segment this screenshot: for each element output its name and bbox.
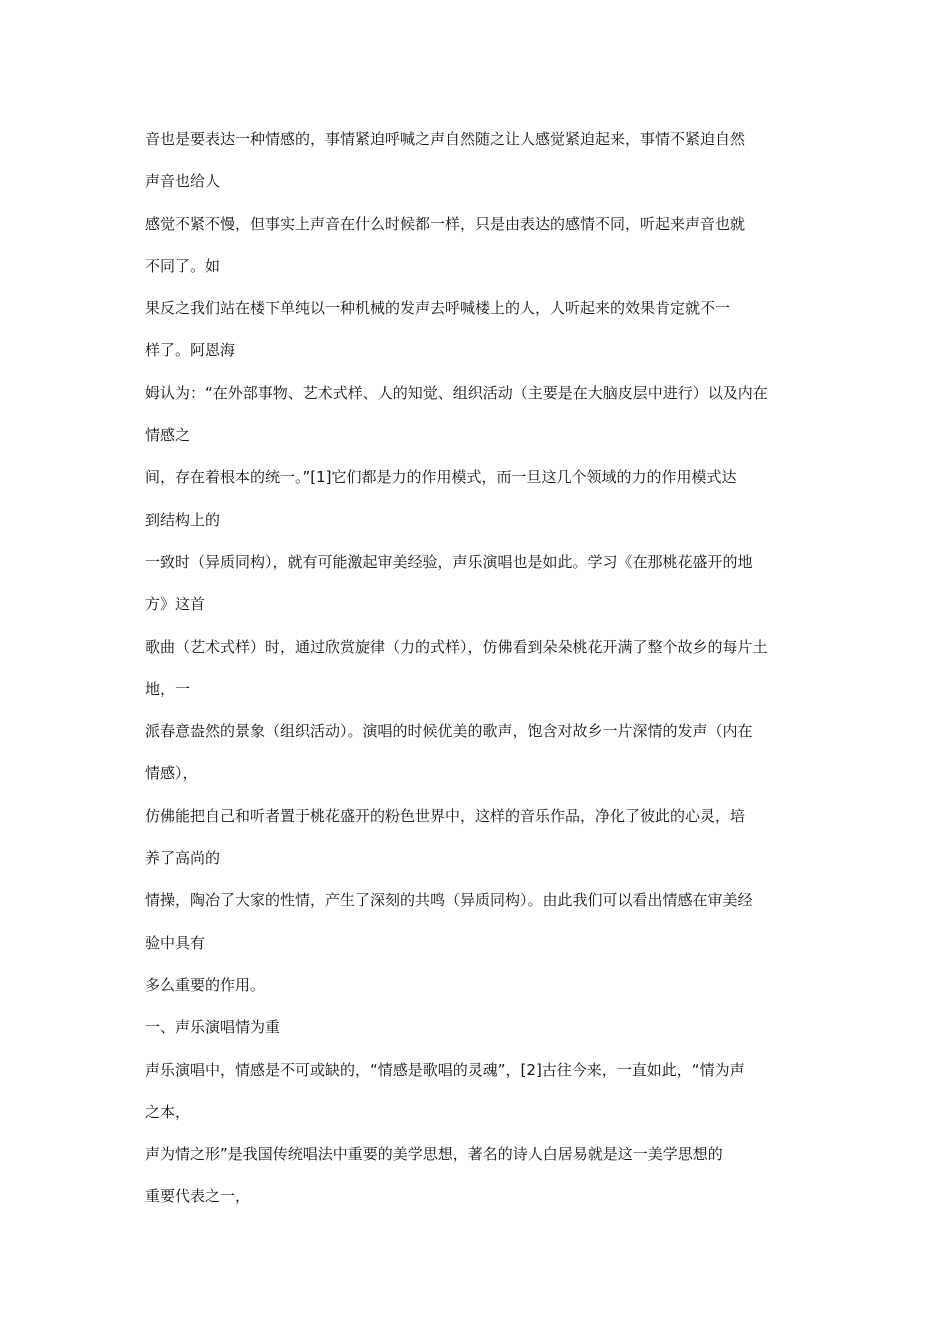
section-heading: 一、声乐演唱情为重 — [145, 1018, 281, 1037]
text-line: 验中具有 — [145, 933, 206, 952]
text-line: 地，一 — [145, 679, 191, 698]
text-line: 姆认为：“在外部事物、艺术式样、人的知觉、组织活动（主要是在大脑皮层中进行）以及内在 — [145, 383, 768, 402]
text-line: 声乐演唱中，情感是不可或缺的，“情感是歌唱的灵魂”，[2]古往今来，一直如此，“情为声 — [145, 1060, 745, 1079]
text-line: 仿佛能把自己和听者置于桃花盛开的粉色世界中，这样的音乐作品，净化了彼此的心灵，培 — [145, 806, 746, 825]
document-body — [145, 118, 825, 1218]
text-line: 声音也给人 — [145, 172, 221, 191]
text-line: 不同了。如 — [145, 256, 221, 275]
text-line: 情感）， — [145, 764, 198, 783]
text-line: 养了高尚的 — [145, 849, 221, 868]
text-line: 之本， — [145, 1102, 191, 1121]
text-line: 情操，陶冶了大家的性情，产生了深刻的共鸣（异质同构）。由此我们可以看出情感在审美经 — [145, 891, 753, 910]
text-line: 一致时（异质同构），就有可能激起审美经验，声乐演唱也是如此。学习《在那桃花盛开的地 — [145, 552, 753, 571]
text-line: 间，存在着根本的统一。”[1]它们都是力的作用模式，而一旦这几个领域的力的作用模式达 — [145, 468, 737, 487]
text-line: 情感之 — [145, 426, 191, 445]
text-line: 感觉不紧不慢，但事实上声音在什么时候都一样，只是由表达的感情不同，听起来声音也就 — [145, 214, 746, 233]
text-line: 多么重要的作用。 — [145, 975, 266, 994]
text-line: 重要代表之一， — [145, 1187, 251, 1206]
text-line: 方》这首 — [145, 595, 206, 614]
text-line: 音也是要表达一种情感的，事情紧迫呼喊之声自然随之让人感觉紧迫起来，事情不紧迫自然 — [145, 130, 746, 148]
text-line: 声为情之形”是我国传统唱法中重要的美学思想，著名的诗人白居易就是这一美学思想的 — [145, 1145, 723, 1164]
text-line: 样了。阿恩海 — [145, 341, 236, 360]
text-line: 歌曲（艺术式样）时，通过欣赏旋律（力的式样），仿佛看到朵朵桃花开满了整个故乡的每片土 — [145, 637, 768, 656]
text-line: 到结构上的 — [145, 510, 221, 529]
text-line: 果反之我们站在楼下单纯以一种机械的发声去呼喊楼上的人，人听起来的效果肯定就不一 — [145, 299, 731, 318]
text-line: 派春意盎然的景象（组织活动）。演唱的时候优美的歌声，饱含对故乡一片深情的发声（内在 — [145, 722, 753, 741]
